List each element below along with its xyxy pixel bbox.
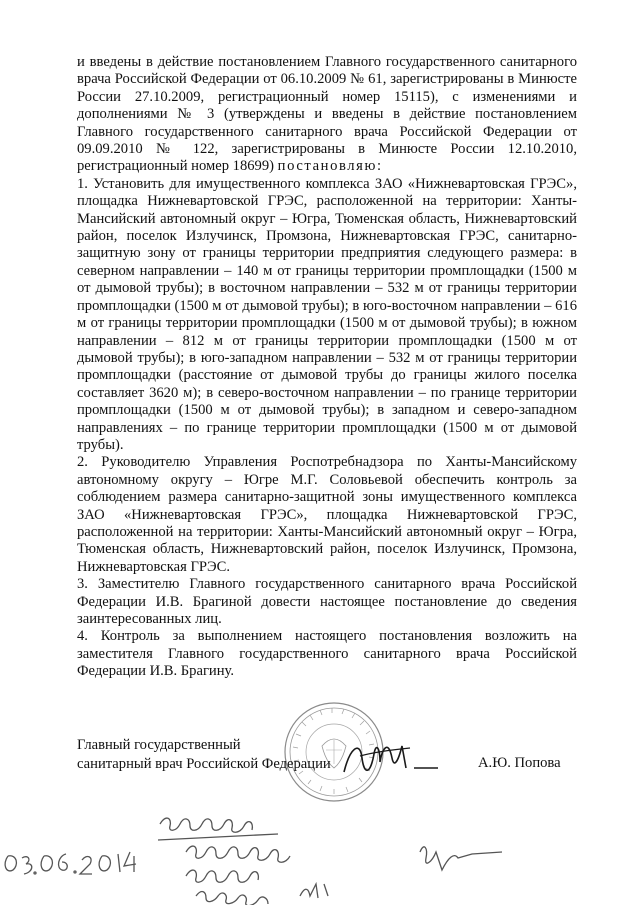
item-3: 3. Заместителю Главного государственного санитарного врача Российской Федерации И.В. Брагиной довести настоящее постановление до сведения заинтересованных лиц. — [77, 576, 577, 627]
signatory-title-line2: санитарный врач Российской Федерации — [77, 756, 331, 772]
intro-text: и введены в действие постановлением Главного государственного санитарного врача Российской Федерации от 06.10.2009 № 61, зарегистрированы в Минюсте России 27.10.2009, регистрационный номер 15115), с изменениями и дополнениями № 3 (утверждены и введены в действие постановлением Главного государственного санитарного врача Российской Федерации от 09.09.2010 № 122, зарегистрированы в Минюсте России 12.10.2010, регистрационный номер 18699) — [77, 54, 577, 175]
intro-paragraph — [77, 54, 577, 176]
signatory-name: А.Ю. Попова — [478, 755, 561, 771]
item-4: 4. Контроль за выполнением настоящего постановления возложить на заместителя Главного государственного санитарного врача Российской Федерации И.В. Брагину. — [77, 628, 577, 680]
item-2: 2. Руководителю Управления Роспотребнадзора по Ханты-Мансийскому автономному округу – Югре М.Г. Соловьевой обеспечить контроль за соблюдением размера санитарно-защитной зоны имущественного комплекса ЗАО «Нижневартовская ГРЭС», площадка Нижневартовской ГРЭС, расположенной на территории: Ханты-Мансийский автономный округ – Югра, Тюменская область, Нижневартовский район, поселок Излучинск, Промзона, Нижневартовская ГРЭС. — [77, 454, 577, 575]
handwritten-annotation — [0, 800, 640, 905]
item-1: 1. Установить для имущественного комплекса ЗАО «Нижневартовская ГРЭС», площадка Нижневартовской ГРЭС, расположенной на территории: Ханты-Мансийский автономный округ – Югра, Тюменская область, Нижневартовский район, поселок Излучинск, Промзона, Нижневартовская ГРЭС, санитарно-защитную зону от границы территории предприятия следующего размера: в северном направлении – 140 м от границы территории промплощадки (1500 м от дымовой трубы); в восточном направлении – 532 м от границы территории промплощадки (1500 м от дымовой трубы); в юго-восточном направлении – 616 м от границы территории промплощадки (1500 м от дымовой трубы); в южном направлении – 812 м от границы территории промплощадки (1500 м от дымовой трубы); в юго-западном направлении – 532 м от границы территории промплощадки (расстояние от дымовой трубы до границы жилого поселка составляет 3620 м); в северо-восточном направлении – по границе территории промплощадки (1500 м от дымовой трубы); в западном и северо-западном направлениях – по границе территории промплощадки (1500 м от дымовой трубы). — [77, 175, 577, 453]
document-body — [77, 54, 577, 681]
handwritten-signature — [340, 728, 440, 788]
signatory-title-line1: Главный государственный — [77, 737, 241, 753]
signatory-title — [77, 736, 331, 774]
resolve-word: постановляю: — [277, 158, 383, 175]
